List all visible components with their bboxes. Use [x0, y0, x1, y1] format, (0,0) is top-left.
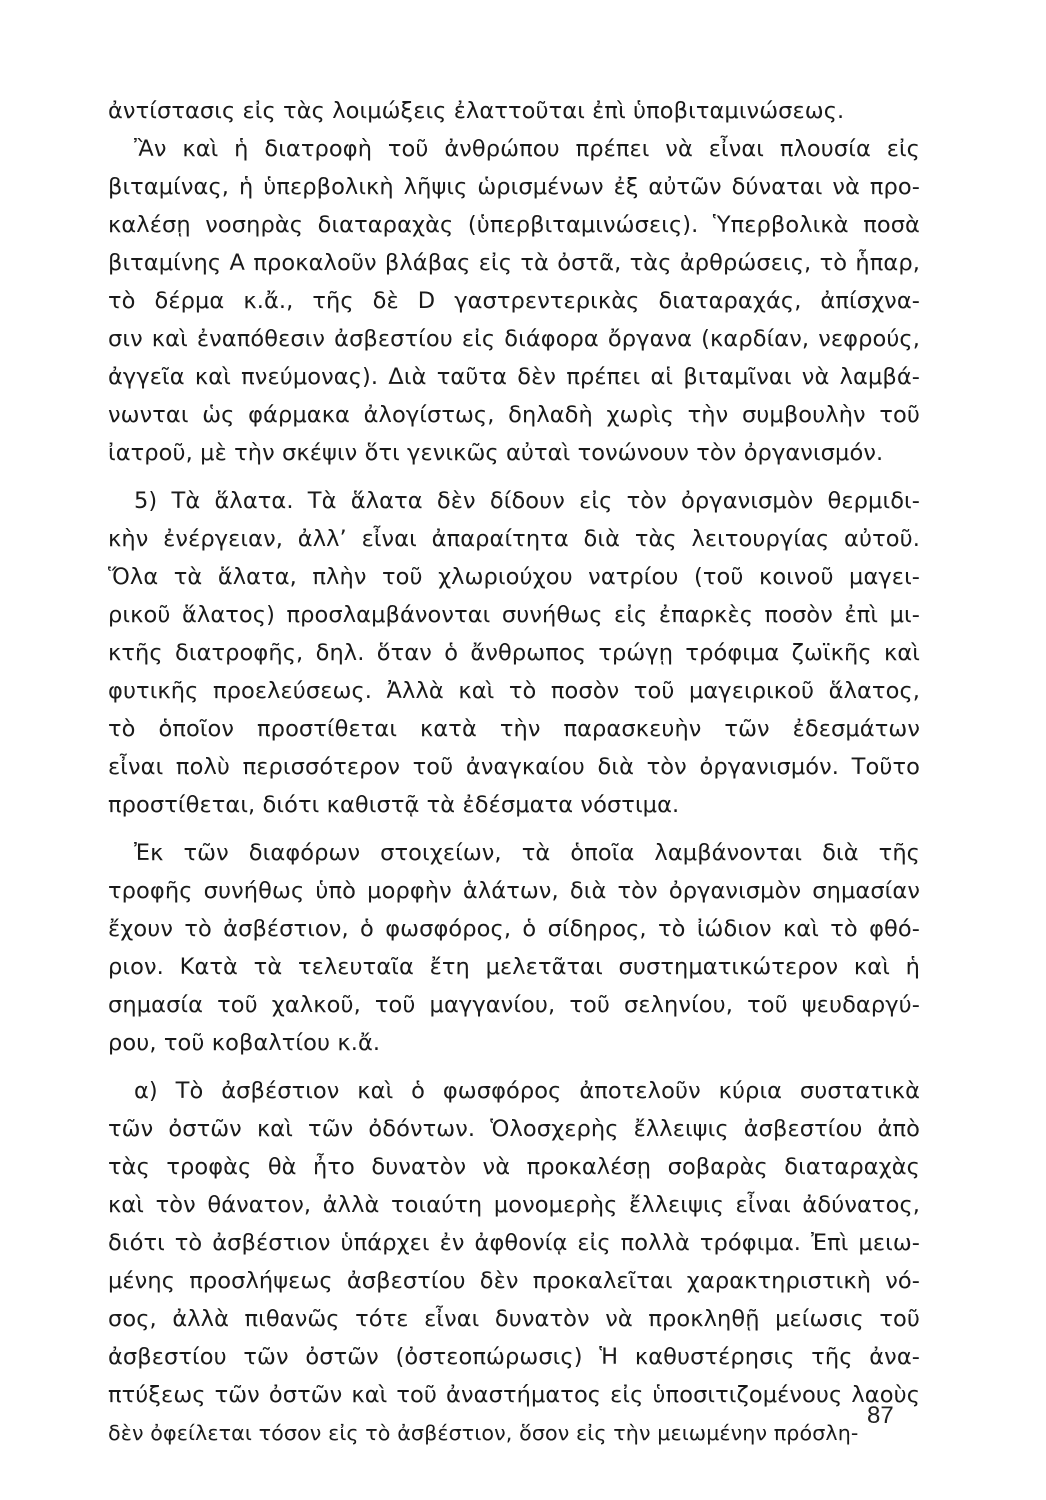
text-line: Ἂν καὶ ἡ διατροφὴ τοῦ ἀνθρώπου πρέπει νὰ εἶναι πλουσία εἰς: [134, 136, 920, 162]
text-line: νωνται ὡς φάρμακα ἀλογίστως, δηλαδὴ χωρὶς τὴν συμβουλὴν τοῦ: [108, 402, 920, 428]
text-line: τροφῆς συνήθως ὑπὸ μορφὴν ἁλάτων, διὰ τὸν ὀργανισμὸν σημασίαν: [108, 878, 920, 904]
text-line: καλέσῃ νοσηρὰς διαταραχὰς (ὑπερβιταμινώσεις). Ὑπερβολικὰ ποσὰ: [108, 212, 920, 238]
text-line: ρικοῦ ἅλατος) προσλαμβάνονται συνήθως εἰς ἐπαρκὲς ποσὸν ἐπὶ μι-: [108, 602, 920, 628]
text-line: φυτικῆς προελεύσεως. Ἀλλὰ καὶ τὸ ποσὸν τοῦ μαγειρικοῦ ἅλατος,: [108, 678, 920, 704]
text-line: ἔχουν τὸ ἀσβέστιον, ὁ φωσφόρος, ὁ σίδηρος, τὸ ἰώδιον καὶ τὸ φθό-: [108, 916, 920, 942]
text-line: καὶ τὸν θάνατον, ἀλλὰ τοιαύτη μονομερὴς ἔλλειψις εἶναι ἀδύνατος,: [108, 1192, 920, 1218]
text-line: ρου, τοῦ κοβαλτίου κ.ἄ.: [108, 1030, 381, 1056]
text-line: πτύξεως τῶν ὀστῶν καὶ τοῦ ἀναστήματος εἰς ὑποσιτιζομένους λαοὺς: [108, 1382, 920, 1408]
text-line: κὴν ἐνέργειαν, ἀλλ’ εἶναι ἀπαραίτητα διὰ τὰς λειτουργίας αὐτοῦ.: [108, 526, 920, 552]
text-line: τὰς τροφὰς θὰ ἦτο δυνατὸν νὰ προκαλέσῃ σοβαρὰς διαταραχὰς: [108, 1154, 920, 1180]
text-line: ἀντίστασις εἰς τὰς λοιμώξεις ἐλαττοῦται ἐπὶ ὑποβιταμινώσεως.: [108, 98, 845, 124]
text-line: ἀγγεῖα καὶ πνεύμονας). Διὰ ταῦτα δὲν πρέπει αἱ βιταμῖναι νὰ λαμβά-: [108, 364, 920, 390]
page-number: 87: [867, 1402, 894, 1429]
text-line: βιταμίνης Α προκαλοῦν βλάβας εἰς τὰ ὀστᾶ, τὰς ἀρθρώσεις, τὸ ἧπαρ,: [108, 250, 920, 276]
text-line: διότι τὸ ἀσβέστιον ὑπάρχει ἐν ἀφθονίᾳ εἰς πολλὰ τρόφιμα. Ἐπὶ μειω-: [108, 1230, 920, 1256]
text-line: τὸ δέρμα κ.ἄ., τῆς δὲ D γαστρεντερικὰς διαταραχάς, ἀπίσχνα-: [108, 288, 920, 314]
text-line: κτῆς διατροφῆς, δηλ. ὅταν ὁ ἄνθρωπος τρώγῃ τρόφιμα ζωϊκῆς καὶ: [108, 640, 920, 666]
text-line: σιν καὶ ἐναπόθεσιν ἀσβεστίου εἰς διάφορα ὄργανα (καρδίαν, νεφρούς,: [108, 326, 920, 352]
text-line: σος, ἀλλὰ πιθανῶς τότε εἶναι δυνατὸν νὰ προκληθῇ μείωσις τοῦ: [108, 1306, 920, 1332]
subsection-heading-line: α) Τὸ ἀσβέστιον καὶ ὁ φωσφόρος ἀποτελοῦν κύρια συστατικὰ: [134, 1078, 920, 1104]
text-line: Ὅλα τὰ ἅλατα, πλὴν τοῦ χλωριούχου νατρίου (τοῦ κοινοῦ μαγει-: [108, 564, 920, 590]
text-line: τὸ ὁποῖον προστίθεται κατὰ τὴν παρασκευὴν τῶν ἐδεσμάτων: [108, 716, 920, 742]
text-line: ριον. Κατὰ τὰ τελευταῖα ἔτη μελετᾶται συστηματικώτερον καὶ ἡ: [108, 954, 920, 980]
text-line: προστίθεται, διότι καθιστᾷ τὰ ἐδέσματα νόστιμα.: [108, 792, 680, 818]
text-line: δὲν ὀφείλεται τόσον εἰς τὸ ἀσβέστιον, ὅσον εἰς τὴν μειωμένην πρόσλη-: [108, 1421, 859, 1445]
text-line: Ἐκ τῶν διαφόρων στοιχείων, τὰ ὁποῖα λαμβάνονται διὰ τῆς: [134, 840, 920, 866]
text-line: σημασία τοῦ χαλκοῦ, τοῦ μαγγανίου, τοῦ σεληνίου, τοῦ ψευδαργύ-: [108, 992, 920, 1018]
text-line: μένης προσλήψεως ἀσβεστίου δὲν προκαλεῖται χαρακτηριστικὴ νό-: [108, 1268, 920, 1294]
section-heading-line: 5) Τὰ ἅλατα. Τὰ ἅλατα δὲν δίδουν εἰς τὸν ὀργανισμὸν θερμιδι-: [134, 488, 920, 514]
text-line: βιταμίνας, ἡ ὑπερβολικὴ λῆψις ὡρισμένων ἐξ αὐτῶν δύναται νὰ προ-: [108, 174, 920, 200]
text-line: τῶν ὀστῶν καὶ τῶν ὀδόντων. Ὁλοσχερὴς ἔλλειψις ἀσβεστίου ἀπὸ: [108, 1116, 920, 1142]
text-line: ἰατροῦ, μὲ τὴν σκέψιν ὅτι γενικῶς αὐταὶ τονώνουν τὸν ὀργανισμόν.: [108, 440, 884, 466]
text-line: εἶναι πολὺ περισσότερον τοῦ ἀναγκαίου διὰ τὸν ὀργανισμόν. Τοῦτο: [108, 754, 920, 780]
text-line: ἀσβεστίου τῶν ὀστῶν (ὀστεοπώρωσις) Ἡ καθυστέρησις τῆς ἀνα-: [108, 1344, 920, 1370]
